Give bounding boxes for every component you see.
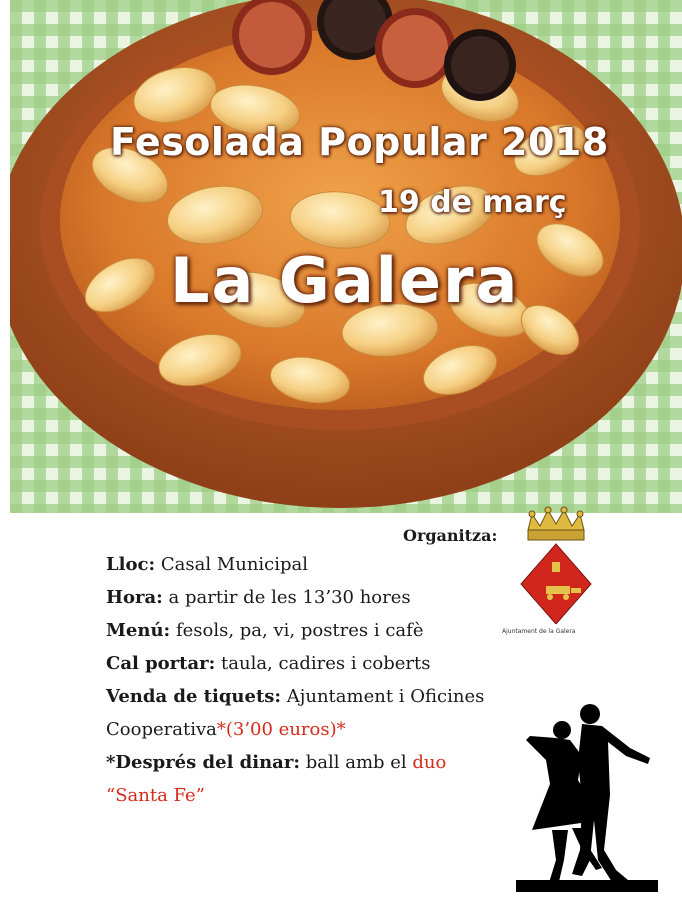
town-name: La Galera: [170, 244, 520, 317]
duo-word: duo: [412, 752, 447, 773]
tickets-value: Ajuntament i Oficines: [286, 686, 485, 707]
venue-value: Casal Municipal: [160, 554, 309, 575]
duo-row: [106, 779, 526, 812]
bring-row: [106, 647, 526, 680]
event-date: 19 de març: [378, 185, 567, 220]
tickets-row: [106, 680, 526, 713]
menu-label: Menú:: [106, 620, 171, 641]
event-details: [106, 548, 526, 812]
time-value: a partir de les 13’30 hores: [168, 587, 411, 608]
organizer-label: Organitza:: [403, 526, 498, 545]
after-lunch-value: ball amb el: [305, 752, 407, 773]
hero-photo: [10, 0, 682, 513]
ticket-price: *(3’00 euros)*: [216, 719, 346, 740]
bring-label: Cal portar:: [106, 653, 216, 674]
menu-value: fesols, pa, vi, postres i cafè: [175, 620, 424, 641]
tickets-label: Venda de tiquets:: [106, 686, 282, 707]
tickets-value-2: Cooperativa: [106, 719, 217, 740]
venue-row: [106, 548, 526, 581]
event-title: Fesolada Popular 2018: [110, 120, 609, 164]
dancing-couple-silhouette-icon: [512, 700, 662, 895]
after-lunch-row: [106, 746, 526, 779]
time-label: Hora:: [106, 587, 163, 608]
after-lunch-label: *Després del dinar:: [106, 752, 300, 773]
duo-name: “Santa Fe”: [106, 785, 205, 806]
time-row: [106, 581, 526, 614]
bring-value: taula, cadires i coberts: [221, 653, 431, 674]
venue-label: Lloc:: [106, 554, 156, 575]
tickets-row-2: [106, 713, 526, 746]
town-coat-of-arms-icon: [516, 504, 596, 624]
menu-row: [106, 614, 526, 647]
organizer-caption: Ajuntament de la Galera: [502, 628, 576, 635]
